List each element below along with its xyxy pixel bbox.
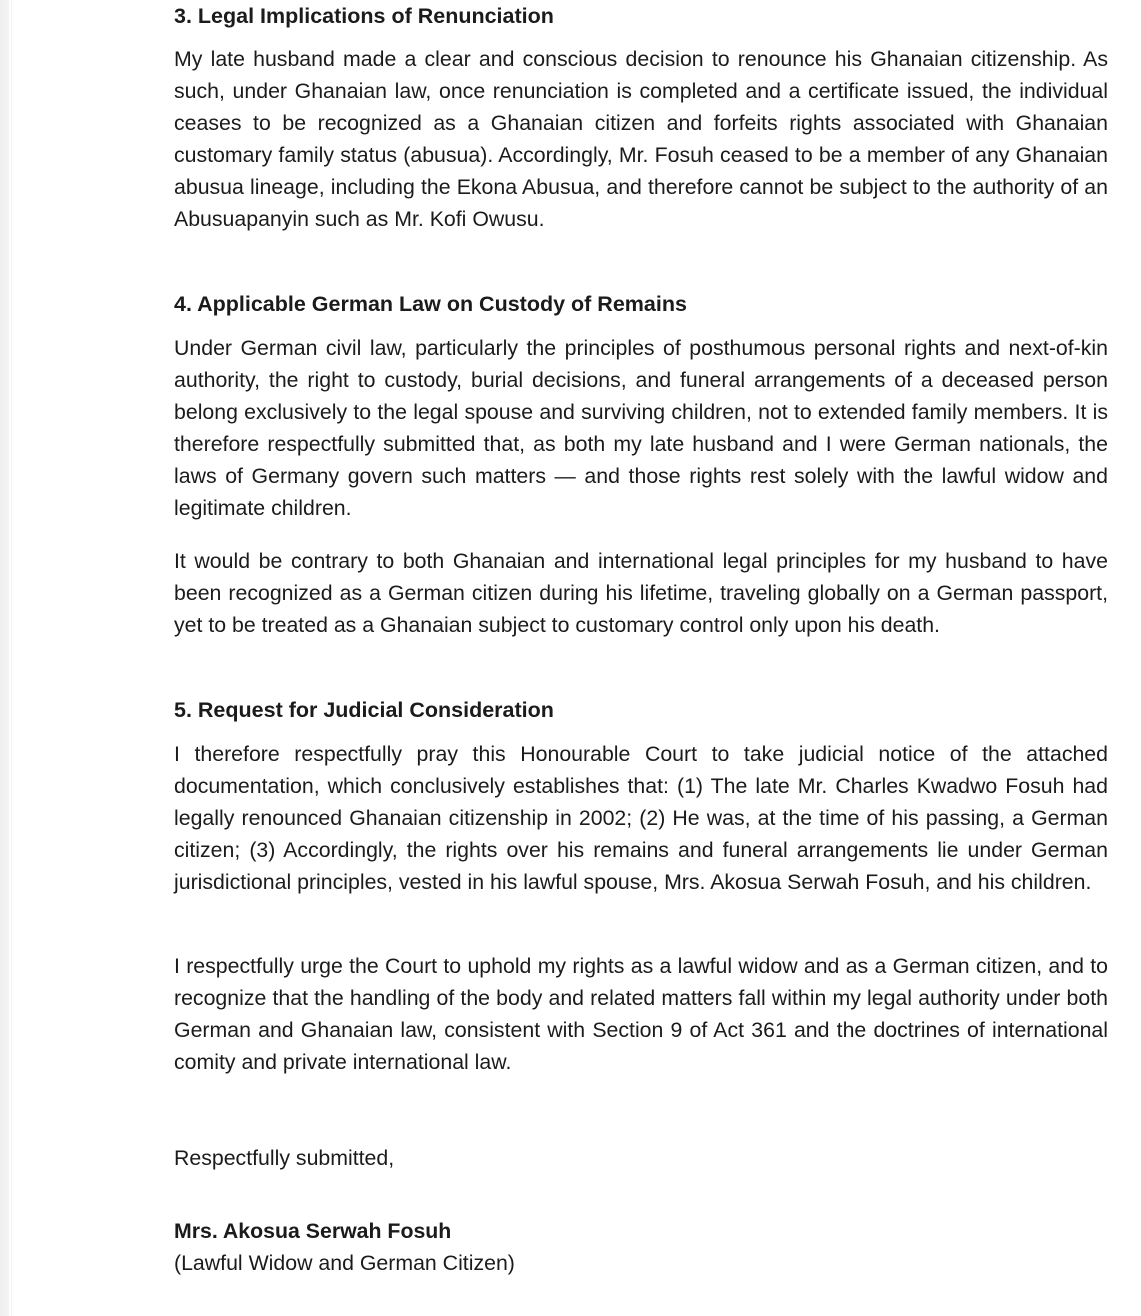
section-3-paragraph-1: My late husband made a clear and conscious decision to renounce his Ghanaian citizenship. As such, under Ghanaian law, once renunciation is completed and a certificate issued, the individual ceases to be recognized as a Ghanaian citizen and forfeits rights associated with Ghanaian customary family status (abusua). Accordingly, Mr. Fosuh ceased to be a member of any Ghanaian abusua lineage, including the Ekona Abusua, and therefore cannot be subject to the authority of an Abusuapanyin such as Mr. Kofi Owusu.	[174, 47, 1108, 231]
section-4-paragraph-2: It would be contrary to both Ghanaian and international legal principles for my husband to have been recognized as a German citizen during his lifetime, traveling globally on a German passport, yet to be treated as a Ghanaian subject to customary control only upon his death.	[174, 549, 1108, 637]
page-edge-line	[11, 0, 12, 1316]
section-5-heading: 5. Request for Judicial Consideration	[174, 698, 554, 722]
signatory-title: (Lawful Widow and German Citizen)	[174, 1251, 515, 1275]
section-3-heading: 3. Legal Implications of Renunciation	[174, 4, 554, 28]
section-5-paragraph-1: I therefore respectfully pray this Honourable Court to take judicial notice of the attached documentation, which conclusively establishes that: (1) The late Mr. Charles Kwadwo Fosuh had legally renounced Ghanaian citizenship in 2002; (2) He was, at the time of his passing, a German citizen; (3) Accordingly, the rights over his remains and funeral arrangements lie under German jurisdictional principles, vested in his lawful spouse, Mrs. Akosua Serwah Fosuh, and his children.	[174, 742, 1108, 894]
section-4-paragraph-1: Under German civil law, particularly the principles of posthumous personal rights and next-of-kin authority, the right to custody, burial decisions, and funeral arrangements of a deceased person belong exclusively to the legal spouse and surviving children, not to extended family members. It is therefore respectfully submitted that, as both my late husband and I were German nationals, the laws of Germany govern such matters — and those rights rest solely with the lawful widow and legitimate children.	[174, 336, 1108, 520]
section-4-heading: 4. Applicable German Law on Custody of Remains	[174, 292, 687, 316]
signatory-name: Mrs. Akosua Serwah Fosuh	[174, 1219, 452, 1243]
closing-line: Respectfully submitted,	[174, 1146, 395, 1170]
page-edge-shadow	[0, 0, 9, 1316]
section-5-paragraph-2: I respectfully urge the Court to uphold my rights as a lawful widow and as a German citizen, and to recognize that the handling of the body and related matters fall within my legal authority under both German and Ghanaian law, consistent with Section 9 of Act 361 and the doctrines of international comity and private international law.	[174, 954, 1108, 1074]
